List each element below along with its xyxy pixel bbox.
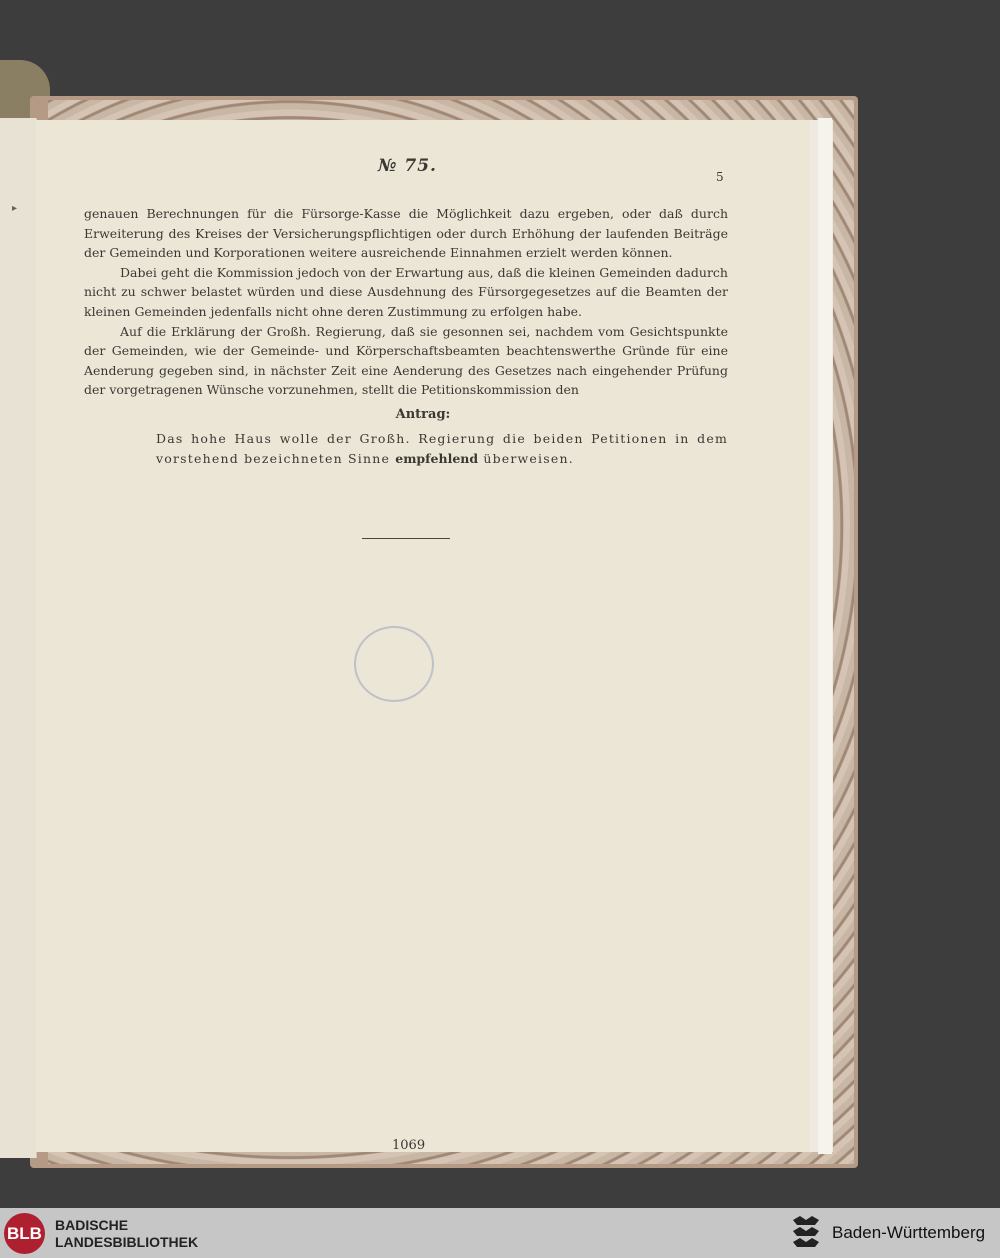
library-name[interactable] [55, 1217, 198, 1251]
motion-text [156, 429, 728, 469]
library-name-line1: BADISCHE [55, 1217, 129, 1233]
margin-mark: ▸ [12, 203, 18, 214]
paragraph: genauen Berechnungen für die Fürsorge-Kasse die Möglichkeit dazu ergeben, oder daß durch Erweiterung des Kreises der Versicherungspflichtigen oder durch Erhöhung der laufenden Beiträge der Gemeinden und Korporationen weitere ausreichende Einnahmen erzielt werden können. [84, 206, 728, 261]
motion-end: überweisen. [483, 451, 574, 466]
motion-heading: Antrag: [395, 407, 451, 422]
footer-bar [0, 1208, 1000, 1258]
section-divider [362, 538, 450, 539]
folio-number: 5 [716, 170, 724, 184]
motion-emphasis: empfehlend [395, 451, 479, 466]
document-page [36, 120, 810, 1152]
state-coat-of-arms-icon [790, 1214, 822, 1252]
library-name-line2: LANDESBIBLIOTHEK [55, 1234, 199, 1250]
document-number: № 75. [378, 156, 437, 176]
sheet-number: 1069 [392, 1138, 426, 1153]
motion-main: Das hohe Haus wolle der Großh. Regierung die beiden Petitionen in dem vorstehend bezeichneten Sinne [156, 431, 728, 466]
body-text [84, 204, 728, 400]
paragraph: Auf die Erklärung der Großh. Regierung, daß sie gesonnen sei, nachdem vom Gesichtspunkte der Gemeinden, wie der Gemeinde- und Körperschaftsbeamten beachtenswerthe Gründe für eine Aenderung gegeben sind, in nächster Zeit eine Aenderung des Gesetzes nach eingehender Prüfung der vorgetragenen Wünsche vorzunehmen, stellt die Petitionskommission den [84, 323, 728, 398]
left-page-edge [0, 118, 37, 1158]
library-stamp [354, 626, 434, 702]
page-block-edge-light [818, 118, 832, 1154]
blb-logo[interactable]: BLB [4, 1213, 45, 1254]
paragraph: Dabei geht die Kommission jedoch von der Erwartung aus, daß die kleinen Gemeinden dadurch nicht zu schwer belastet würden und diese Ausdehnung des Fürsorgegesetzes auf die Beamten der kleinen Gemeinden jedenfalls nicht ohne deren Zustimmung zu erfolgen habe. [84, 264, 728, 319]
state-label[interactable]: Baden-Württemberg [832, 1223, 986, 1242]
